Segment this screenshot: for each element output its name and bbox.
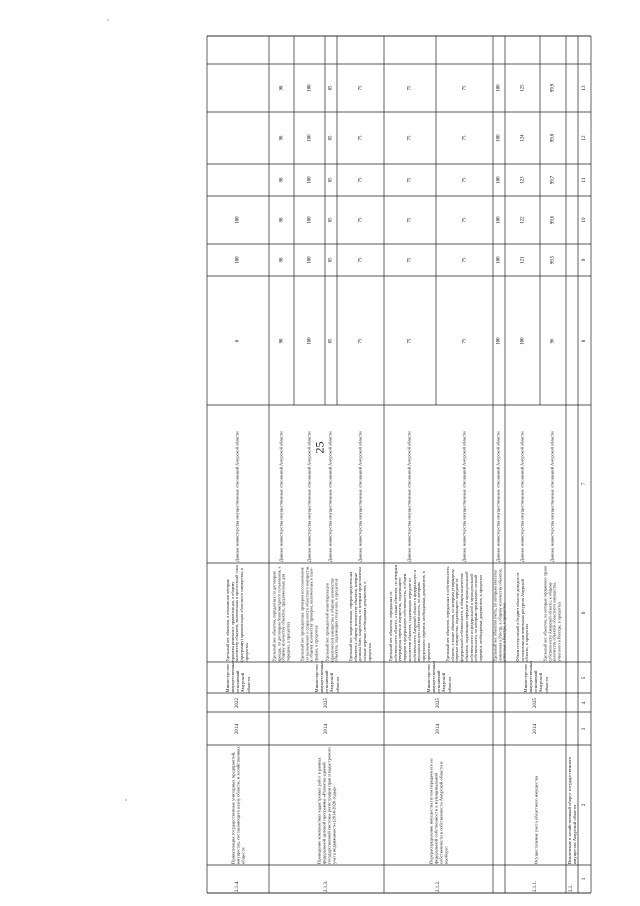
data-source: Данные министерства имущественных отношений Амурской области	[549, 431, 555, 562]
indicator-value: 124	[519, 134, 525, 142]
indicator-value: 121	[519, 256, 525, 264]
executor: Министерство имущественных отношений Амурской области	[425, 660, 452, 692]
indicator-value: 75	[407, 257, 413, 263]
indicator-value: 75	[357, 135, 363, 141]
indicator-text: Объем поступлений в бюджет области доходов от использования земельных ресурсов Амурской области, в процентах	[514, 572, 529, 661]
indicator-value: 100	[306, 134, 312, 142]
indicator-value: 75	[357, 217, 363, 223]
row-number: 2.1.3.	[323, 880, 329, 892]
data-source: Данные министерства имущественных отношений Амурской области	[495, 431, 501, 562]
indicator-value: 0	[235, 339, 241, 342]
column-number-4: 4	[580, 701, 587, 704]
indicator-value: 98	[278, 257, 284, 263]
indicator-value: 75	[407, 85, 413, 91]
indicator-value: 99,5	[550, 255, 556, 265]
indicator-text: Удельный вес объектов, в отношении которых приняты решения о приватизации, к общему количеству объектов, включенных в прогнозный план (программу) приватизации областного имущества, в процентах	[225, 564, 250, 661]
column-number-8: 8	[580, 339, 587, 342]
column-number-10: 10	[580, 217, 587, 223]
indicator-value: 99,8	[550, 133, 556, 143]
indicator-value: 100	[496, 336, 502, 345]
indicator-value: 98	[278, 217, 284, 223]
indicator-value: 100	[235, 256, 241, 264]
indicator-value: 100	[496, 134, 502, 142]
indicator-value: 96	[550, 338, 556, 343]
indicator-value: 75	[461, 177, 467, 183]
column-number-11: 11	[580, 177, 587, 183]
row-number: 2.1.2.	[435, 880, 441, 892]
event-name: Приватизация государственных унитарных предприятий, имущества, составляющего казну области, и хозяйственных обществ	[230, 746, 246, 864]
indicator-value: 98	[278, 135, 284, 141]
end-year: 2025	[323, 697, 329, 708]
end-year: 2025	[532, 697, 538, 708]
indicator-value: 100	[496, 256, 502, 264]
indicator-value: 99,7	[550, 175, 556, 185]
row-number: 2.1.	[569, 884, 575, 892]
row-number: 2.1.4.	[235, 880, 241, 892]
indicator-value: 100	[306, 84, 312, 92]
indicator-value: 100	[306, 176, 312, 184]
event-name: Вовлечение в хозяйственный оборот государственного имущества Амурской области	[566, 756, 577, 864]
indicator-value: 75	[407, 135, 413, 141]
data-source: Данные министерства имущественных отношений Амурской области	[234, 431, 240, 562]
start-year: 2014	[323, 723, 329, 734]
indicator-value: 75	[357, 177, 363, 183]
indicator-value: 85	[328, 217, 334, 223]
indicator-value: 85	[328, 85, 334, 91]
indicator-value: 90	[278, 338, 284, 343]
indicator-value: 100	[235, 216, 241, 224]
column-number-7: 7	[580, 482, 587, 486]
end-year: 2025	[435, 697, 441, 708]
indicator-text: Удельный вес объектов, переданных по договорам аренды, по договорам безвозмездного пользования, к общему количеству объектов, предложенных для передачи, в процентах	[271, 565, 291, 661]
indicator-value: 75	[461, 338, 467, 343]
indicator-value: 98	[278, 85, 284, 91]
indicator-value: 100	[306, 256, 312, 264]
indicator-text: Удельный вес закрепленных, перераспределенных объектов к общему количеству объектов, которые должны быть закреплены, по которым представлены полные перечни необходимых документов, в процентах	[347, 566, 372, 661]
indicator-value: 100	[306, 216, 312, 224]
indicator-value: 85	[328, 135, 334, 141]
indicator-value: 75	[407, 338, 413, 343]
indicator-text: Удельный вес объектов, на которые оформлено право собственности Амурской области, к общему количеству объектов областного имущества, учтенного в Реестре, в процентах	[542, 565, 562, 661]
indicator-value: 99,9	[550, 83, 556, 93]
column-number-2: 2	[580, 803, 587, 807]
data-source: Данные министерства имущественных отношений Амурской области	[519, 431, 525, 562]
indicator-text: Удельный вес проведенных проверок использования по назначению и сохранности областного имущества к общему количеству проверок, включенных в план-график, в процентах	[299, 565, 319, 661]
indicator-value: 125	[519, 84, 525, 92]
indicator-text: Удельный вес проведенной инвентаризации (фактически) имущества к общему количеству объектов, подлежащих списанию, в процентах	[324, 577, 339, 661]
indicator-value: 85	[328, 257, 334, 263]
column-number-1: 1	[580, 877, 587, 881]
indicator-value: 75	[461, 257, 467, 263]
end-year: 2022	[235, 697, 241, 708]
indicator-value: 122	[519, 216, 525, 224]
indicator-value: 100	[496, 84, 502, 92]
data-source: Данные министерства имущественных отношений Амурской области	[306, 431, 312, 562]
indicator-value: 75	[461, 217, 467, 223]
executor: Министерство имущественных отношений Амурской области	[225, 660, 251, 692]
event-name: Перераспределение имущества путем передачи его из федеральной собственности в муниципальной собственности в собственность Амурской области и наоборот	[428, 758, 449, 864]
indicator-value: 75	[461, 85, 467, 91]
indicator-value: 100	[306, 336, 312, 345]
indicator-value: 100	[496, 176, 502, 184]
column-number-6: 6	[580, 611, 587, 614]
indicator-text: Удельный вес объектов учета, по которым внесены изменения в Реестр, к общему количеству объектов, учтенных в Реестре, в процентах	[492, 567, 507, 661]
start-year: 2014	[235, 723, 241, 734]
indicator-text: Удельный вес объектов, переданных из собственности области, а также объектов, по которым утверждены перечни имущества, подлежащего передаче в федеральную собственность, в общем количестве объектов, подлежащих передаче из собственности Амурской области в федеральную и муниципальную собственность, по которым представлен перечень необходимых документов, в процентах	[387, 564, 431, 661]
program-table	[72, 21, 587, 906]
start-year: 2014	[435, 723, 441, 734]
indicator-value: 75	[407, 217, 413, 223]
column-number-12: 12	[580, 135, 587, 141]
indicator-value: 75	[461, 135, 467, 141]
indicator-value: 85	[328, 177, 334, 183]
executor: Министерство имущественных отношений Амурской области	[313, 660, 340, 692]
indicator-value: 75	[357, 85, 363, 91]
start-year: 2014	[532, 723, 538, 734]
column-number-5: 5	[580, 676, 587, 679]
event-name: Проведение комплексных кадастровых работ в рамках федеральной целевой программы «Развитие единой государственной системы регистрации прав и кадастрового учета недвижимости (2014-2020 годы)»	[316, 747, 337, 864]
executor: Министерство имущественных отношений Амурской области	[522, 660, 549, 692]
indicator-value: 123	[519, 176, 525, 184]
indicator-text: Удельный вес объектов, переданных в собственность области, а также объектов, по которым утверждены перечни имущества, подлежащего передаче из федеральной собственности, в общем количестве объектов, подлежащих передаче в муниципальной собственности из федеральной и муниципальной собственности, по которым представлен полный перечень необходимых документов, в процентах	[444, 566, 483, 661]
indicator-value: 75	[357, 338, 363, 343]
page-number: 25	[312, 441, 327, 454]
indicator-value: 100	[519, 336, 525, 345]
indicator-value: 85	[328, 338, 334, 343]
data-source: Данные министерства имущественных отношений Амурской области	[461, 431, 467, 562]
event-name: Осуществление учета областного имущества	[532, 775, 538, 864]
indicator-value: 99,6	[550, 215, 556, 225]
indicator-value: 100	[496, 216, 502, 224]
data-source: Данные министерства имущественных отношений Амурской области	[278, 431, 284, 562]
indicator-value: 98	[278, 177, 284, 183]
indicator-value: 75	[357, 257, 363, 263]
data-source: Данные министерства имущественных отношений Амурской области	[406, 431, 412, 562]
row-number: 2.1.1.	[532, 880, 538, 892]
column-number-3: 3	[580, 727, 587, 730]
column-number-13: 13	[580, 85, 587, 91]
indicator-value: 75	[407, 177, 413, 183]
data-source: Данные министерства имущественных отношений Амурской области	[357, 431, 363, 562]
data-source: Данные министерства имущественных отношений Амурской области	[327, 431, 333, 562]
column-number-9: 9	[580, 258, 587, 262]
